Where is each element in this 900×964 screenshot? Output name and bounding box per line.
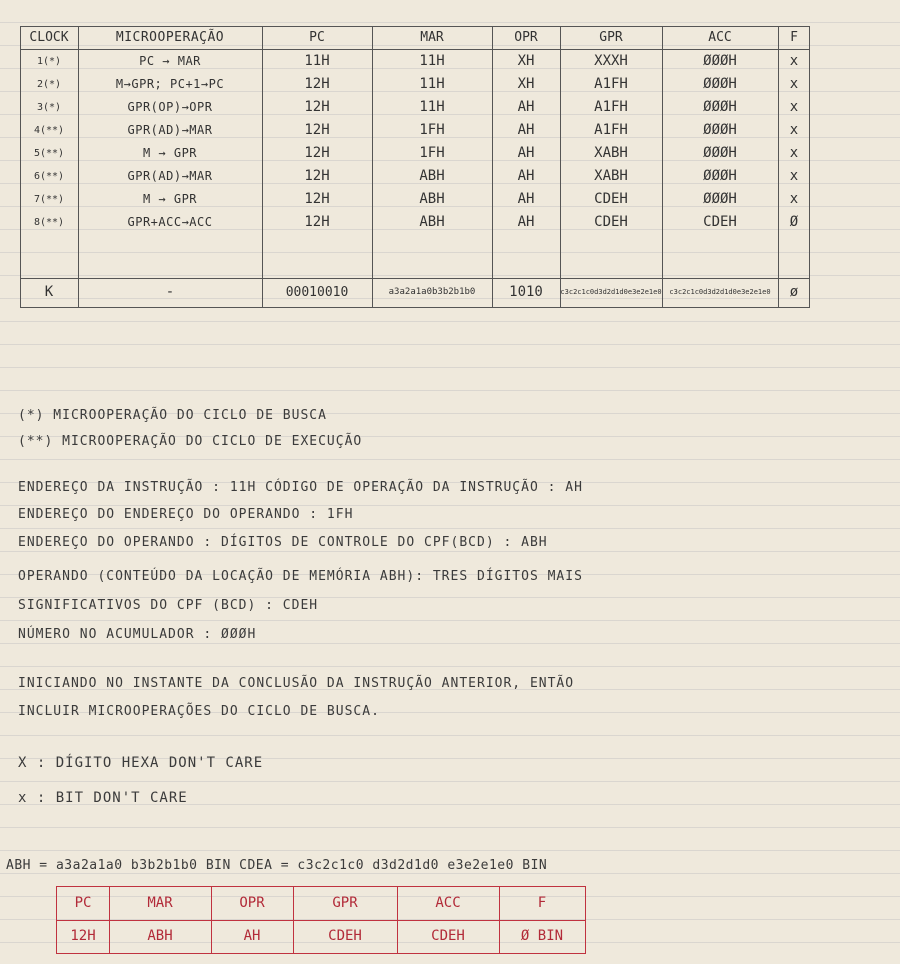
clock-cell: 4(**) [33,125,65,136]
opr-cell: AH [517,214,535,230]
clock-cell: 8(**) [33,217,65,228]
opr-cell: XH [517,76,535,92]
header-f: F [790,30,798,45]
gpr-cell: XXXH [594,53,628,69]
acc-cell: ØØØH [703,53,737,69]
header-microop: MICROOPERAÇÃO [115,30,225,45]
legend-hex-dont-care: X : DÍGITO HEXA DON'T CARE [18,755,264,771]
f-cell: Ø [789,214,799,230]
gpr-cell: A1FH [594,76,628,92]
pc-cell: 12H [304,168,330,184]
table-header [20,26,810,49]
pc-cell: 12H [304,122,330,138]
table-row [20,165,810,188]
opr-cell: AH [517,122,535,138]
table-row [20,73,810,96]
acc-cell: ØØØH [703,145,737,161]
header-pc: PC [309,30,325,45]
note-line: OPERANDO (CONTEÚDO DA LOCAÇÃO DE MEMÓRIA ABH): TRES DÍGITOS MAIS [18,569,583,584]
pc-cell: 12H [304,191,330,207]
opr-cell: AH [517,191,535,207]
note-paragraph-line: INCLUIR MICROOPERAÇÕES DO CICLO DE BUSCA. [18,704,380,719]
k-gpr-cell: c3c2c1c0d3d2d1d0e3e2e1e0 [560,288,662,296]
opr-cell: XH [517,53,535,69]
final-value-gpr: CDEH [328,928,362,944]
header-clock: CLOCK [29,30,69,45]
table-row [20,211,810,234]
note-line: ENDEREÇO DO OPERANDO : DÍGITOS DE CONTROLE DO CPF(BCD) : ABH [18,535,548,550]
f-cell: x [789,76,799,92]
microop-cell: GPR(AD)→MAR [127,123,213,137]
final-header-gpr: GPR [332,895,358,911]
table-row [20,96,810,119]
opr-cell: AH [517,145,535,161]
header-mar: MAR [420,30,444,45]
k-microop-cell: - [165,284,175,300]
mar-cell: 11H [419,76,445,92]
gpr-cell: XABH [594,168,628,184]
binary-expansion: ABH = a3a2a1a0 b3b2b1b0 BIN CDEA = c3c2c1c0 d3d2d1d0 e3e2e1e0 BIN [6,858,548,873]
k-row-rule [20,278,810,279]
final-header-f: F [537,895,547,911]
opr-cell: AH [517,168,535,184]
mar-cell: ABH [419,214,445,230]
gpr-cell: CDEH [594,214,628,230]
f-cell: x [789,122,799,138]
gpr-cell: XABH [594,145,628,161]
note-line: SIGNIFICATIVOS DO CPF (BCD) : CDEH [18,598,319,613]
final-state-table [56,886,586,954]
k-acc-cell: c3c2c1c0d3d2d1d0e3e2e1e0 [669,288,771,296]
note-line: ENDEREÇO DO ENDEREÇO DO OPERANDO : 1FH [18,507,354,522]
pc-cell: 12H [304,99,330,115]
mar-cell: 11H [419,99,445,115]
k-pc-cell: 00010010 [285,285,349,300]
mar-cell: 11H [419,53,445,69]
mar-cell: ABH [419,191,445,207]
mar-cell: 1FH [419,122,445,138]
note-line: ENDEREÇO DA INSTRUÇÃO : 11H CÓDIGO DE OPERAÇÃO DA INSTRUÇÃO : AH [18,480,583,495]
k-clock-cell: K [44,284,54,300]
final-value-mar: ABH [147,928,173,944]
f-cell: x [789,168,799,184]
header-gpr: GPR [599,30,623,45]
pc-cell: 11H [304,53,330,69]
final-value-f: Ø BIN [520,928,564,944]
acc-cell: CDEH [703,214,737,230]
f-cell: x [789,99,799,115]
header-acc: ACC [708,30,732,45]
f-cell: x [789,191,799,207]
acc-cell: ØØØH [703,76,737,92]
gpr-cell: A1FH [594,122,628,138]
final-value-acc: CDEH [431,928,465,944]
k-row [20,281,810,304]
k-opr-cell: 1010 [509,284,543,300]
pc-cell: 12H [304,145,330,161]
acc-cell: ØØØH [703,191,737,207]
mar-cell: ABH [419,168,445,184]
microop-cell: PC → MAR [139,54,201,68]
table-row [20,188,810,211]
clock-cell: 2(*) [36,79,62,90]
gpr-cell: A1FH [594,99,628,115]
microop-cell: M→GPR; PC+1→PC [115,77,225,91]
clock-cell: 3(*) [36,102,62,113]
microop-cell: GPR(AD)→MAR [127,169,213,183]
mar-cell: 1FH [419,145,445,161]
pc-cell: 12H [304,214,330,230]
opr-cell: AH [517,99,535,115]
gpr-cell: CDEH [594,191,628,207]
final-header-opr: OPR [239,895,265,911]
clock-cell: 6(**) [33,171,65,182]
microop-cell: GPR(OP)→OPR [127,100,213,114]
microop-cell: GPR+ACC→ACC [127,215,213,229]
k-f-cell: ø [789,284,799,300]
microoperation-table [20,26,810,308]
f-cell: x [789,145,799,161]
final-header-pc: PC [74,895,92,911]
final-value-pc: 12H [70,928,96,944]
k-mar-cell: a3a2a1a0b3b2b1b0 [388,287,476,297]
note-exec-cycle: (**) MICROOPERAÇÃO DO CICLO DE EXECUÇÃO [18,434,363,449]
microop-cell: M → GPR [142,146,198,160]
pc-cell: 12H [304,76,330,92]
clock-cell: 1(*) [36,56,62,67]
acc-cell: ØØØH [703,99,737,115]
f-cell: x [789,53,799,69]
final-header-acc: ACC [435,895,461,911]
acc-cell: ØØØH [703,168,737,184]
acc-cell: ØØØH [703,122,737,138]
final-value-opr: AH [243,928,261,944]
final-header-mar: MAR [147,895,173,911]
header-opr: OPR [514,30,538,45]
note-line: NÚMERO NO ACUMULADOR : ØØØH [18,627,257,642]
table-row [20,142,810,165]
note-fetch-cycle: (*) MICROOPERAÇÃO DO CICLO DE BUSCA [18,408,327,423]
legend-bit-dont-care: x : BIT DON'T CARE [18,790,188,806]
table-row [20,50,810,73]
microop-cell: M → GPR [142,192,198,206]
clock-cell: 5(**) [33,148,65,159]
note-paragraph-line: INICIANDO NO INSTANTE DA CONCLUSÃO DA INSTRUÇÃO ANTERIOR, ENTÃO [18,676,575,691]
clock-cell: 7(**) [33,194,65,205]
table-row [20,119,810,142]
